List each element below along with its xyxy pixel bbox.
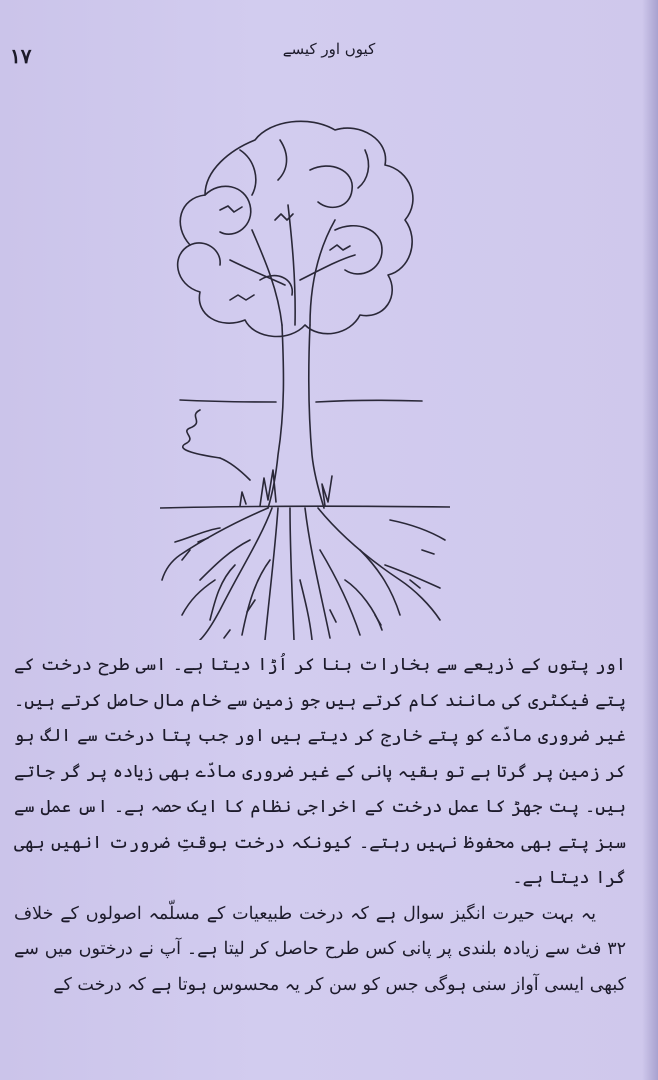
page-edge-shadow — [642, 0, 658, 1080]
paragraph-1: اور پتوں کے ذریعے سے بخارات بنا کر اُڑا دیتا ہے۔ اسی طرح درخت کے پتے فیکٹری کی مانند کام کرتے ہیں جو زمین سے خام مال حاصل کرتے ہیں۔ غیر ضروری مادّے کو پتے خارج کر دیتے ہیں اور جب پتا درخت سے الگ ہو کر زمین پر گرتا ہے تو بقیہ پانی کے غیر ضروری مادّے بھی زیادہ پر گر جاتے ہیں۔ پت جھڑ کا عمل درخت کے اخراجی نظام کا ایک حصہ ہے۔ اس عمل سے سبز پتے بھی محفوظ نہیں رہتے۔ کیونکہ درخت بوقتِ ضرورت انھیں بھی گرا دیتا ہے۔ — [14, 655, 626, 888]
paragraph-2: یہ بہت حیرت انگیز سوال ہے کہ درخت طبیعیات کے مسلّمہ اصولوں کے خلاف ۳۲ فٹ سے زیادہ بلندی پر پانی کس طرح حاصل کر لیتا ہے۔ آپ نے درختوں میں سے کبھی ایسی آواز سنی ہوگی جس کو سن کر یہ محسوس ہوتا ہے کہ درخت کے — [14, 903, 626, 995]
tree-illustration — [160, 110, 450, 640]
page-number: ١٧ — [10, 44, 32, 68]
body-text — [14, 648, 626, 1003]
tree-with-roots-icon — [160, 110, 450, 640]
running-head: کیوں اور کیسے — [282, 40, 376, 58]
